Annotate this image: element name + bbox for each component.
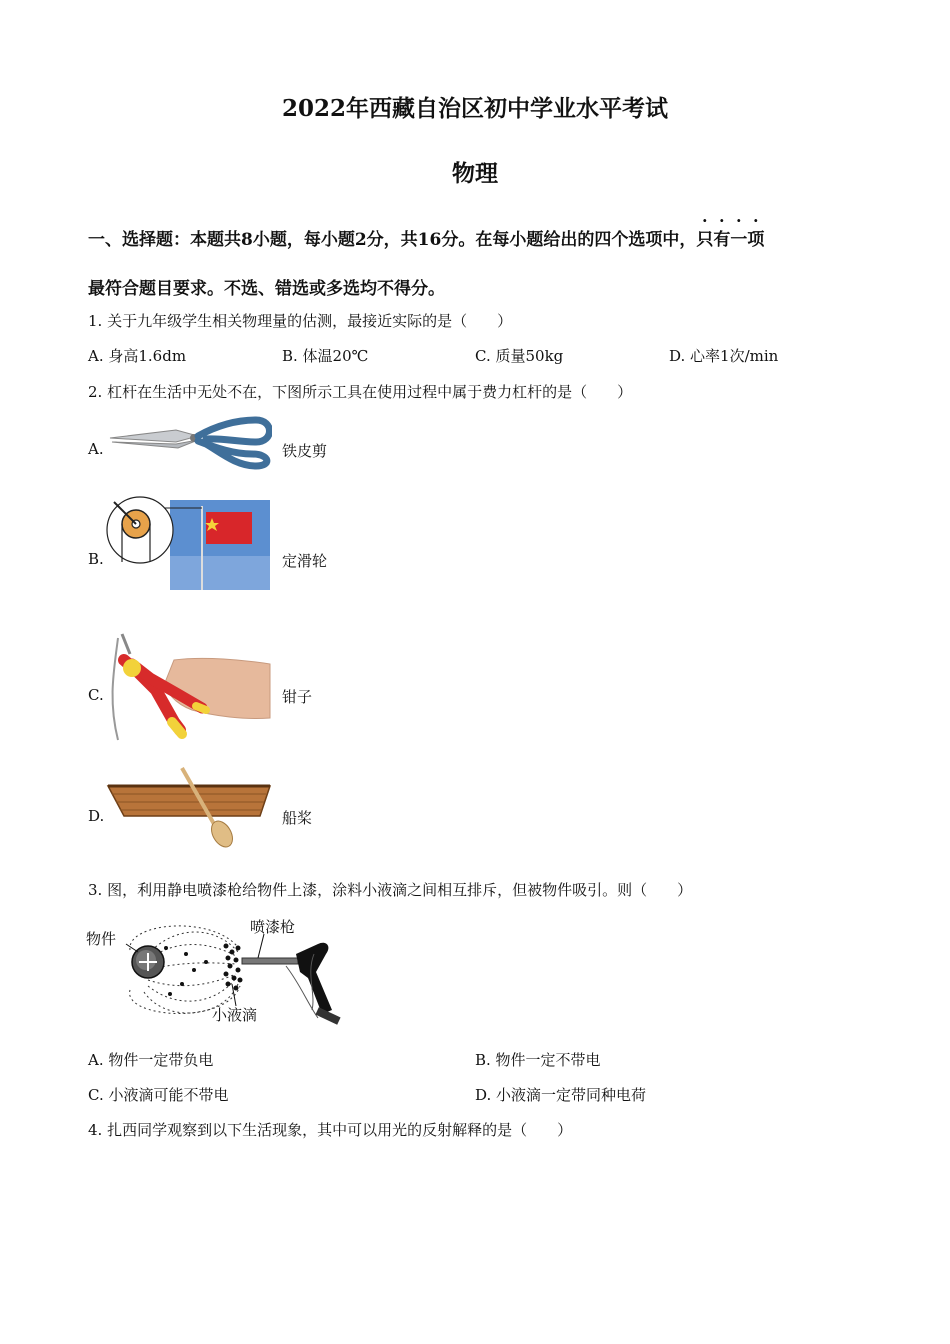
q2-option-c-letter: C. — [88, 686, 104, 704]
q2-stem: 2. 杠杆在生活中无处不在，下图所示工具在使用过程中属于费力杠杆的是（ ） — [88, 383, 633, 401]
subject-title: 物理 — [452, 160, 498, 187]
section-heading-line2: 最符合题目要求。不选、错选或多选均不得分。 — [88, 279, 445, 299]
rowboat-oar-image — [104, 764, 274, 848]
q3-option-a: A. 物件一定带负电 — [88, 1051, 214, 1069]
q4-stem: 4. 扎西同学观察到以下生活现象，其中可以用光的反射解释的是（ ） — [88, 1121, 573, 1139]
q2-option-b-letter: B. — [88, 550, 104, 568]
q2-option-d-letter: D. — [88, 807, 105, 825]
q2-option-a-letter: A. — [88, 440, 104, 458]
exam-title: 2022年西藏自治区初中学业水平考试 — [281, 95, 668, 122]
q2-option-c-name: 钳子 — [282, 688, 313, 706]
section-heading-text: 一、选择题：本题共8小题，每小题2分，共16分。在每小题给出的四个选项中， — [88, 230, 697, 250]
object-label: 物件 — [86, 930, 117, 948]
section-heading — [88, 225, 764, 250]
q1-option-d: D. 心率1次/min — [669, 347, 779, 365]
emphasis-char: 只 — [696, 230, 714, 250]
tin-snips-image — [106, 408, 272, 472]
emphasis-char: 有 — [713, 230, 731, 250]
emphasis-char: 项 — [747, 230, 765, 250]
q3-option-b: B. 物件一定不带电 — [475, 1051, 601, 1069]
q2-option-a-name: 铁皮剪 — [282, 442, 328, 460]
q3-stem: 3. 图，利用静电喷漆枪给物件上漆，涂料小液滴之间相互排斥，但被物件吸引。则（ ） — [88, 881, 693, 899]
q1-option-a: A. 身高1.6dm — [88, 347, 187, 365]
pliers-image — [104, 630, 272, 744]
emphasis-char: 一 — [730, 230, 748, 250]
q3-option-c: C. 小液滴可能不带电 — [88, 1086, 229, 1104]
q3-option-d: D. 小液滴一定带同种电荷 — [475, 1086, 647, 1104]
fixed-pulley-flag-image — [106, 496, 272, 592]
q1-option-b: B. 体温20℃ — [282, 347, 369, 365]
spray-gun-label: 喷漆枪 — [250, 918, 296, 936]
droplets-label: 小液滴 — [212, 1006, 258, 1024]
q2-option-d-name: 船桨 — [282, 809, 313, 827]
q1-option-c: C. 质量50kg — [475, 347, 564, 365]
q1-stem: 1. 关于九年级学生相关物理量的估测，最接近实际的是（ ） — [88, 312, 513, 330]
spray-gun-diagram — [86, 914, 356, 1030]
q2-option-b-name: 定滑轮 — [282, 552, 328, 570]
